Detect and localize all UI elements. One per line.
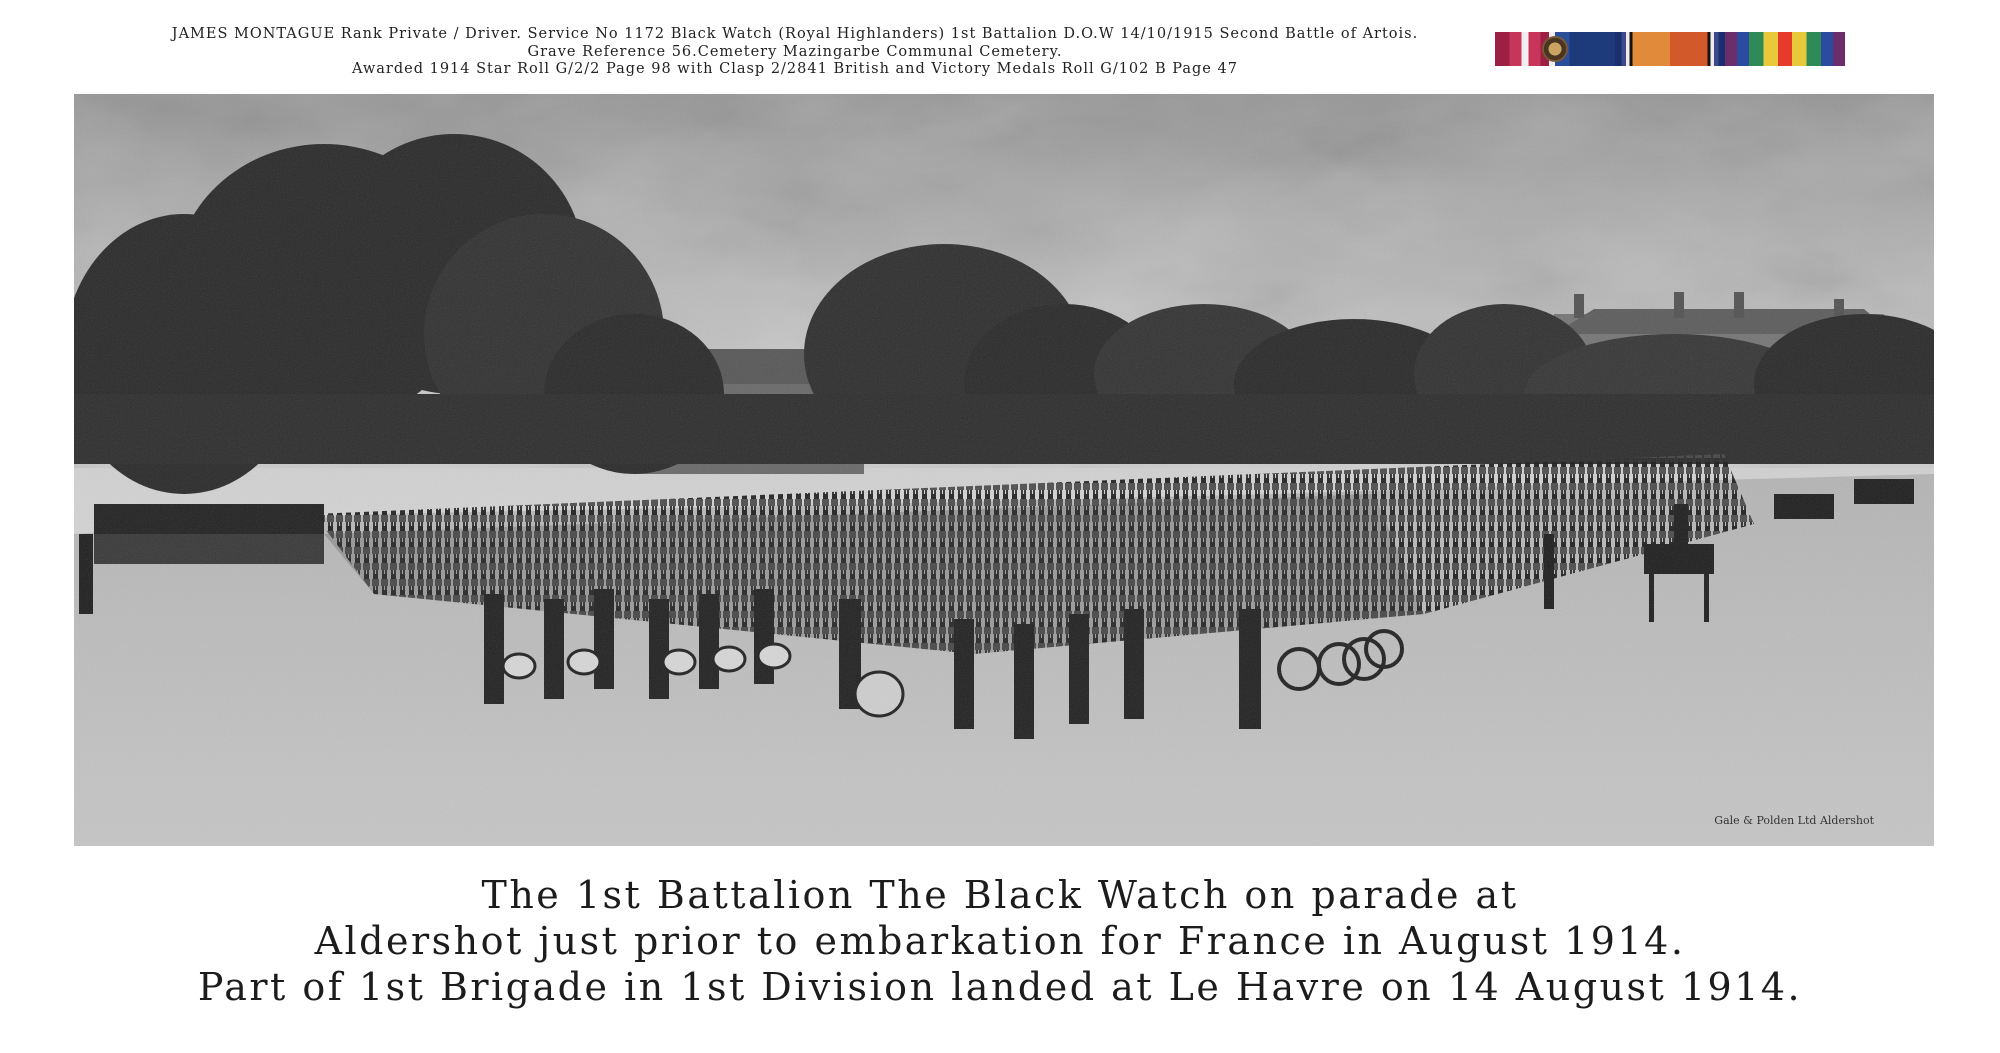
british-war-medal-ribbon bbox=[1615, 32, 1725, 66]
medal-ribbon-bar bbox=[1495, 32, 1845, 66]
caption-line-1: The 1st Battalion The Black Watch on parade at bbox=[481, 873, 1519, 917]
victory-medal-ribbon bbox=[1725, 32, 1845, 66]
photo-caption bbox=[0, 872, 2000, 1010]
header-line-1: JAMES MONTAGUE Rank Private / Driver. Service No 1172 Black Watch (Royal Highlanders) 1st Battalion D.O.W 14/10/1915 Second Battle of Artois. bbox=[171, 26, 1419, 42]
header-text bbox=[75, 26, 1515, 79]
caption-line-3: Part of 1st Brigade in 1st Division landed at Le Havre on 14 August 1914. bbox=[197, 965, 1803, 1009]
photographer-mark: Gale & Polden Ltd Aldershot bbox=[1714, 814, 1874, 827]
header-line-2: Grave Reference 56.Cemetery Mazingarbe Communal Cemetery. bbox=[527, 43, 1063, 60]
rosette-icon bbox=[1542, 36, 1568, 62]
parade-photograph bbox=[74, 94, 1934, 846]
header-line-3: Awarded 1914 Star Roll G/2/2 Page 98 with Clasp 2/2841 British and Victory Medals Roll G/102 B Page 47 bbox=[352, 61, 1238, 77]
caption-line-2: Aldershot just prior to embarkation for France in August 1914. bbox=[314, 919, 1686, 963]
star-ribbon bbox=[1495, 32, 1615, 66]
